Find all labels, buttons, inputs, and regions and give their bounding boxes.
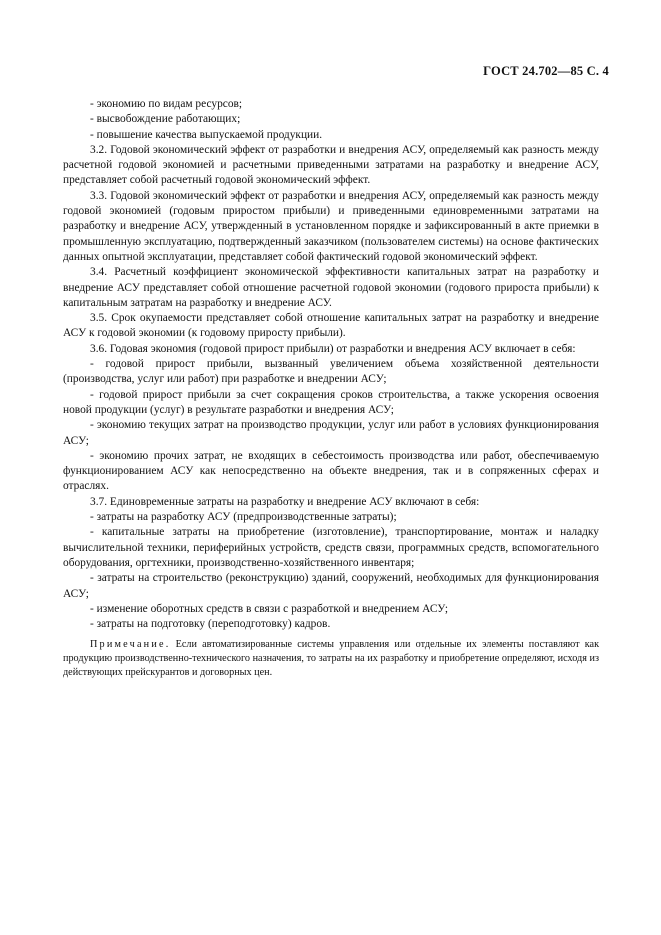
document-body [63, 97, 599, 680]
list-item-profit-growth-volume: - годовой прирост прибыли, вызванный увеличением объема хозяйственной деятельности (производства, услуг или работ) при разработке и внедрении АСУ; [63, 358, 599, 386]
list-item-profit-growth-terms: - годовой прирост прибыли за счет сокращения сроков строительства, а также ускорения освоения новой продукции (услуг) в результате разработки и внедрения АСУ; [63, 388, 599, 416]
list-item-resource-savings: - экономию по видам ресурсов; [90, 98, 243, 110]
list-item-development-costs: - затраты на разработку АСУ (предпроизводственные затраты); [90, 511, 397, 524]
clause-3-6: 3.6. Годовая экономия (годовой прирост прибыли) от разработки и внедрения АСУ включает в себя: [90, 342, 576, 355]
clause-3-4: 3.4. Расчетный коэффициент экономической эффективности капитальных затрат на разработку и внедрение АСУ представляет собой отношение расчетной годовой экономии (годового прироста прибыли) к капитальным затратам на разработку и внедрение АСУ. [63, 266, 599, 309]
list-item-quality-improvement: - повышение качества выпускаемой продукции. [90, 128, 323, 141]
list-item-working-capital: - изменение оборотных средств в связи с разработкой и внедрением АСУ; [90, 602, 449, 615]
list-item-current-cost-savings: - экономию текущих затрат на производство продукции, услуг или работ в условиях функционирования АСУ; [63, 419, 599, 447]
list-item-construction-costs: - затраты на строительство (реконструкцию) зданий, сооружений, необходимых для функционирования АСУ; [63, 572, 599, 600]
note [63, 638, 599, 680]
page-header: ГОСТ 24.702—85 С. 4 [483, 64, 609, 78]
clause-3-5: 3.5. Срок окупаемости представляет собой отношение капитальных затрат на разработку и внедрение АСУ к годовой экономии (к годовому приросту прибыли). [63, 312, 599, 340]
clause-3-2: 3.2. Годовой экономический эффект от разработки и внедрения АСУ, определяемый как разность между расчетной годовой экономией и расчетными приведенными затратами на разработку и внедрение АСУ, представляет собой расчетный годовой экономический эффект. [63, 143, 599, 187]
list-item-training-costs: - затраты на подготовку (переподготовку) кадров. [90, 618, 331, 631]
list-item-capital-costs: - капитальные затраты на приобретение (изготовление), транспортирование, монтаж и наладку вычислительной техники, периферийных устройств, средств связи, программных средств, вспомогательного оборудования, оргтехники, производственно-хозяйственного инвентаря; [63, 526, 599, 569]
clause-3-7: 3.7. Единовременные затраты на разработку и внедрение АСУ включают в себя: [90, 495, 480, 508]
note-text: Если автоматизированные системы управления или отдельные их элементы поставляют как продукцию производственно-технического назначения, то затраты на их разработку и приобретение определяют, исходя из действующих прейскурантов и договорных цен. [63, 639, 600, 679]
clause-3-3: 3.3. Годовой экономический эффект от разработки и внедрения АСУ, определяемый как разность между годовой экономией (годовым приростом прибыли) и приведенными единовременными затратами на разработку и внедрение АСУ, утвержденный в установленном порядке и зафиксированный в акте приемки в промышленную эксплуатацию, подтвержденный заказчиком (пользователем системы) на основе фактических данных опытной эксплуатации, представляет собой фактический годовой экономический эффект. [63, 189, 599, 263]
list-item-staff-release: - высвобождение работающих; [90, 113, 241, 126]
note-label: Примечание. [90, 639, 171, 651]
list-item-other-cost-savings: - экономию прочих затрат, не входящих в себестоимость производства или работ, обеспечиваемую функционированием АСУ как непосредственно на объекте внедрения, так и в сопряженных сферах и отраслях. [63, 449, 599, 493]
